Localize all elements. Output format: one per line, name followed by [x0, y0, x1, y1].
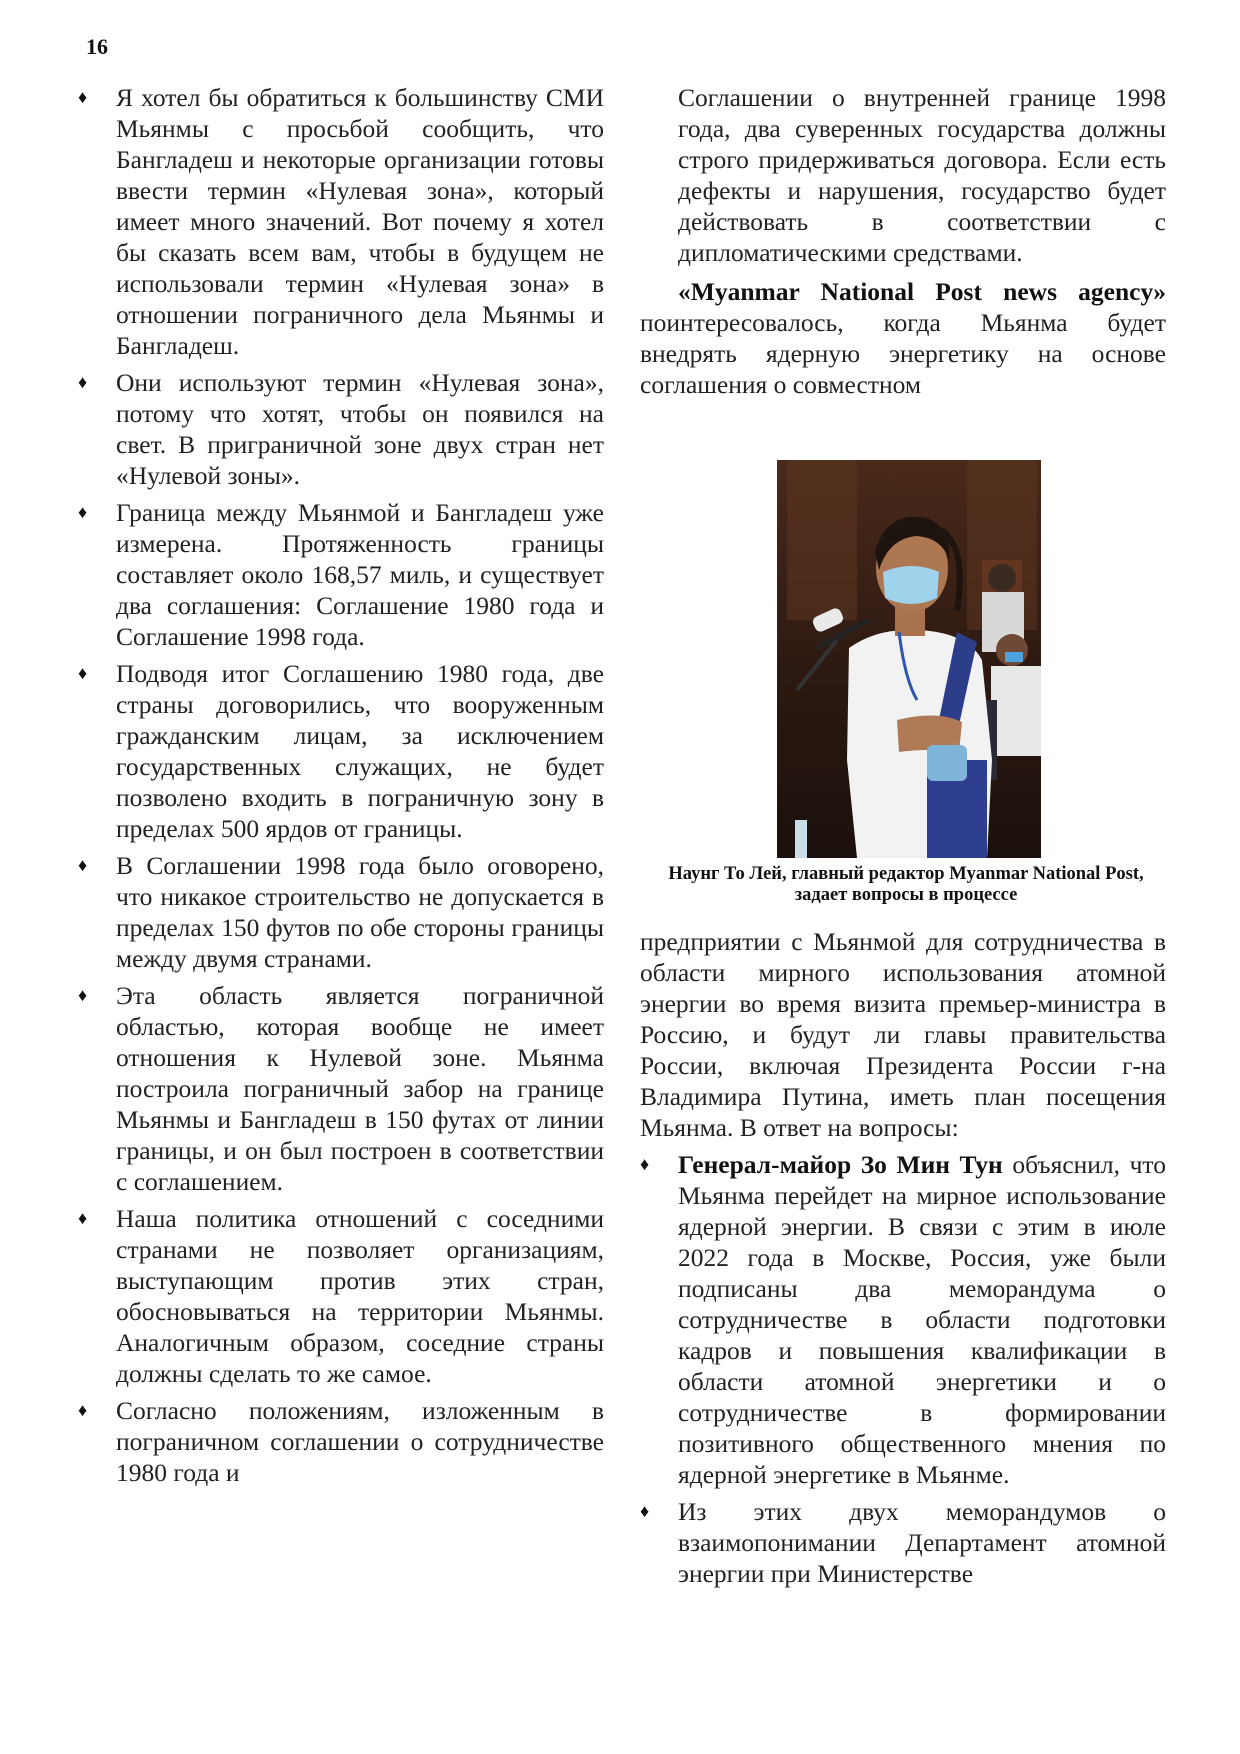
question-paragraph: [640, 276, 1166, 400]
bullet-text: Из этих двух меморандумов о взаимопонимании Департамент атомной энергии при Министерстве: [678, 1497, 1166, 1588]
agency-name: «Myanmar National Post news agency»: [678, 277, 1166, 306]
list-item: [78, 850, 604, 974]
left-bullet-list: [78, 82, 604, 1488]
bullet-text: объяснил, что Мьянма перейдет на мирное использование ядерной энергии. В связи с этим в июле 2022 года в Москве, Россия, уже были подписаны два меморандума о сотрудничестве в области подготовки кадров и повышения квалификации в области атомной энергетики и о сотрудничестве в формировании позитивного общественного мнения по ядерной энергетике в Мьянме.: [678, 1150, 1166, 1489]
diamond-bullet-icon: ♦: [78, 372, 88, 392]
list-item: [78, 1395, 604, 1488]
diamond-bullet-icon: ♦: [78, 663, 88, 683]
right-bullet-list: [640, 1149, 1166, 1589]
list-item: [78, 497, 604, 652]
list-item: [640, 1149, 1166, 1490]
diamond-bullet-icon: ♦: [78, 1208, 88, 1228]
continuation-paragraph: Соглашении о внутренней границе 1998 года, два суверенных государства должны строго придерживаться договора. Если есть дефекты и нарушения, государство будет действовать в соответствии с дипломатическими средствами.: [678, 83, 1166, 267]
bullet-text: Подводя итог Соглашению 1980 года, две страны договорились, что вооруженным гражданским лицам, за исключением государственных служащих, не будет позволено входить в пограничную зону в пределах 500 ярдов от границы.: [116, 659, 604, 843]
list-item: [78, 1203, 604, 1389]
list-item: [640, 1496, 1166, 1589]
diamond-bullet-icon: ♦: [78, 985, 88, 1005]
list-item: [78, 658, 604, 844]
diamond-bullet-icon: ♦: [640, 1154, 650, 1174]
list-item: [78, 82, 604, 361]
bullet-text: В Соглашении 1998 года было оговорено, что никакое строительство не допускается в пределах 150 футов по обе стороны границы между двумя странами.: [116, 851, 604, 973]
photo-caption: Наунг То Лей, главный редактор Myanmar National Post, задает вопросы в процессе: [668, 864, 1144, 905]
bullet-text: Наша политика отношений с соседними странами не позволяет организациям, выступающим против этих стран, обосновываться на территории Мьянмы. Аналогичным образом, соседние страны должны сделать то же самое.: [116, 1204, 604, 1388]
page-number: 16: [86, 34, 108, 59]
speaker-name: Генерал-майор Зо Мин Тун: [678, 1150, 1003, 1179]
diamond-bullet-icon: ♦: [78, 1400, 88, 1420]
bullet-text: Я хотел бы обратиться к большинству СМИ Мьянмы с просьбой сообщить, что Бангладеш и некоторые организации готовы ввести термин «Нулевая зона», который имеет много значений. Вот почему я хотел бы сказать всем вам, чтобы в будущем не использовали термин «Нулевая зона» в отношении пограничного дела Мьянмы и Бангладеш.: [116, 83, 604, 360]
bullet-text: Эта область является пограничной областью, которая вообще не имеет отношения к Нулевой зоне. Мьянма построила пограничный забор на границе Мьянмы и Бангладеш в 150 футах от линии границы, и он был построен в соответствии с соглашением.: [116, 981, 604, 1196]
diamond-bullet-icon: ♦: [78, 87, 88, 107]
diamond-bullet-icon: ♦: [78, 502, 88, 522]
left-column: [78, 82, 604, 1494]
list-item: [78, 980, 604, 1197]
question-paragraph-continued: предприятии с Мьянмой для сотрудничества в области мирного использования атомной энергии во время визита премьер-министра в Россию, и будут ли главы правительства России, включая Президента России г-на Владимира Путина, иметь план посещения Мьянма. В ответ на вопросы:: [640, 927, 1166, 1142]
bullet-text: Граница между Мьянмой и Бангладеш уже измерена. Протяженность границы составляет около 168,57 миль, и существует два соглашения: Соглашение 1980 года и Соглашение 1998 года.: [116, 498, 604, 651]
bullet-text: Согласно положениям, изложенным в пограничном соглашении о сотрудничестве 1980 года и: [116, 1396, 604, 1487]
diamond-bullet-icon: ♦: [78, 855, 88, 875]
bullet-text: Они используют термин «Нулевая зона», потому что хотят, чтобы он появился на свет. В приграничной зоне двух стран нет «Нулевой зоны».: [116, 368, 604, 490]
question-text-top: поинтересовалось, когда Мьянма будет внедрять ядерную энергетику на основе соглашения о совместном: [640, 308, 1166, 399]
diamond-bullet-icon: ♦: [640, 1501, 650, 1521]
photo-journalist: [777, 460, 1041, 858]
journalist-photo-illustration: [777, 460, 1041, 858]
right-column-bottom: [640, 926, 1166, 1595]
right-column-top: [640, 82, 1166, 400]
list-item: [78, 367, 604, 491]
